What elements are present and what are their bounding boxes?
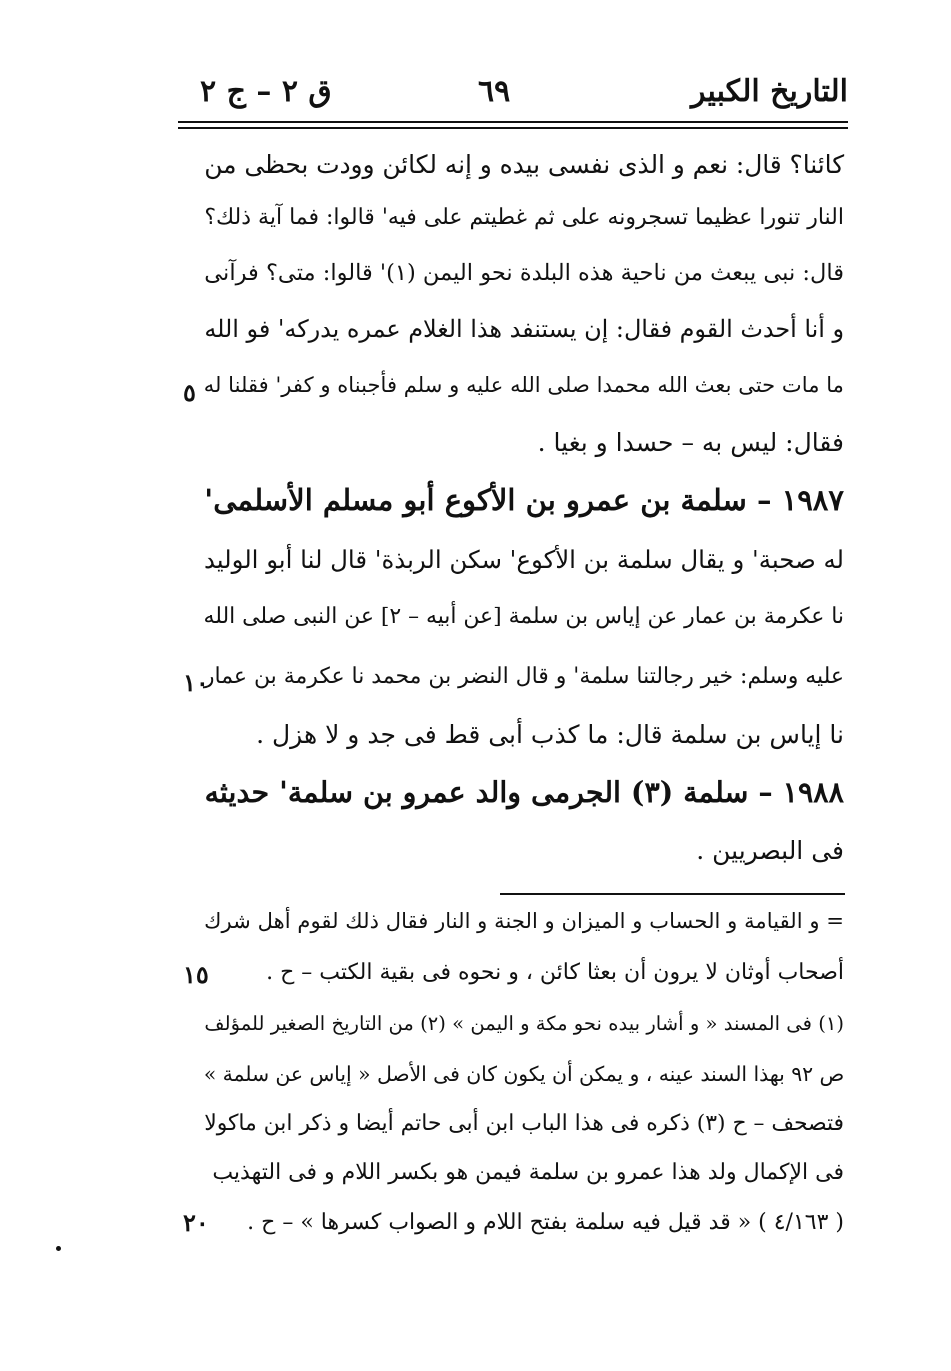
footnote-line: أصحاب أوثان لا يرون أن بعثا كائن ، و نحوه فى بقية الكتب – ح . bbox=[266, 960, 844, 985]
footnote-line: = و القيامة و الحساب و الميزان و الجنة و النار فقال ذلك لقوم أهل شرك bbox=[204, 908, 844, 933]
entry-line: فى البصريين . bbox=[696, 836, 844, 865]
volume-label: ق ٢ – ج ٢ bbox=[200, 74, 332, 109]
footnote-separator bbox=[500, 893, 845, 895]
footnote-line: فتصحف – ح (٣) ذكره فى هذا الباب ابن أبى حاتم أيضا و ذكر ابن ماكولا bbox=[204, 1111, 844, 1136]
margin-line-number: ١٠ bbox=[183, 668, 209, 697]
margin-line-number: ٥ bbox=[183, 378, 196, 407]
entry-heading-1988: ١٩٨٨ – سلمة (٣) الجرمى والد عمرو بن سلمة' حديثه bbox=[204, 775, 844, 809]
body-line: فقال: ليس به – حسدا و بغيا . bbox=[537, 428, 844, 457]
header-rule-top bbox=[178, 121, 848, 123]
footnote-line: ص ٩٢ بهذا السند عينه ، و يمكن أن يكون كان فى الأصل « إياس عن سلمة » bbox=[203, 1062, 844, 1086]
margin-line-number: ٢٠ bbox=[183, 1208, 209, 1237]
header-rule-bottom bbox=[178, 127, 848, 129]
body-line: قال: نبى يبعث من ناحية هذه البلدة نحو اليمن (١)' قالوا: متى؟ فرآنى bbox=[204, 260, 844, 286]
page-number: ٦٩ bbox=[478, 74, 511, 109]
footnote-line: فى الإكمال ولد هذا عمرو بن سلمة فيمن هو بكسر اللام و فى التهذيب bbox=[212, 1160, 844, 1185]
footnote-line: ( ٤/١٦٣ ) « قد قيل فيه سلمة بفتح اللام و الصواب كسرها » – ح . bbox=[247, 1210, 844, 1235]
entry-heading-1987: ١٩٨٧ – سلمة بن عمرو بن الأكوع أبو مسلم الأسلمى' bbox=[204, 483, 844, 517]
book-title: التاريخ الكبير bbox=[690, 74, 848, 109]
body-line: كائنا؟ قال: نعم و الذى نفسى بيده و إنه لكائن وودت بحظى من bbox=[204, 150, 844, 179]
entry-line: له صحبة' و يقال سلمة بن الأكوع' سكن الربذة' قال لنا أبو الوليد bbox=[203, 545, 844, 574]
entry-line: نا إياس بن سلمة قال: ما كذب أبى قط فى جد و لا هزل . bbox=[256, 720, 844, 749]
running-header bbox=[178, 68, 848, 120]
body-line: ما مات حتى بعث الله محمدا صلى الله عليه و سلم فأجبناه و كفر' فقلنا له bbox=[203, 372, 844, 397]
body-line: و أنا أحدث القوم فقال: إن يستنفد هذا الغلام عمره يدركه' فو الله bbox=[204, 315, 844, 343]
body-line: النار تنورا عظيما تسجرونه على ثم غطيتم على فيه' قالوا: فما آية ذلك؟ bbox=[204, 205, 844, 230]
margin-line-number: ١٥ bbox=[183, 960, 209, 989]
footnote-line: (١) فى المسند « و أشار بيده نحو مكة و اليمن » (٢) من التاريخ الصغير للمؤلف bbox=[204, 1012, 844, 1035]
entry-line: نا عكرمة بن عمار عن إياس بن سلمة [عن أبيه – ٢] عن النبى صلى الله bbox=[203, 604, 844, 629]
scan-speck bbox=[56, 1246, 61, 1251]
entry-line: عليه وسلم: خير رجالتنا سلمة' و قال النضر بن محمد نا عكرمة بن عمار bbox=[203, 664, 844, 689]
